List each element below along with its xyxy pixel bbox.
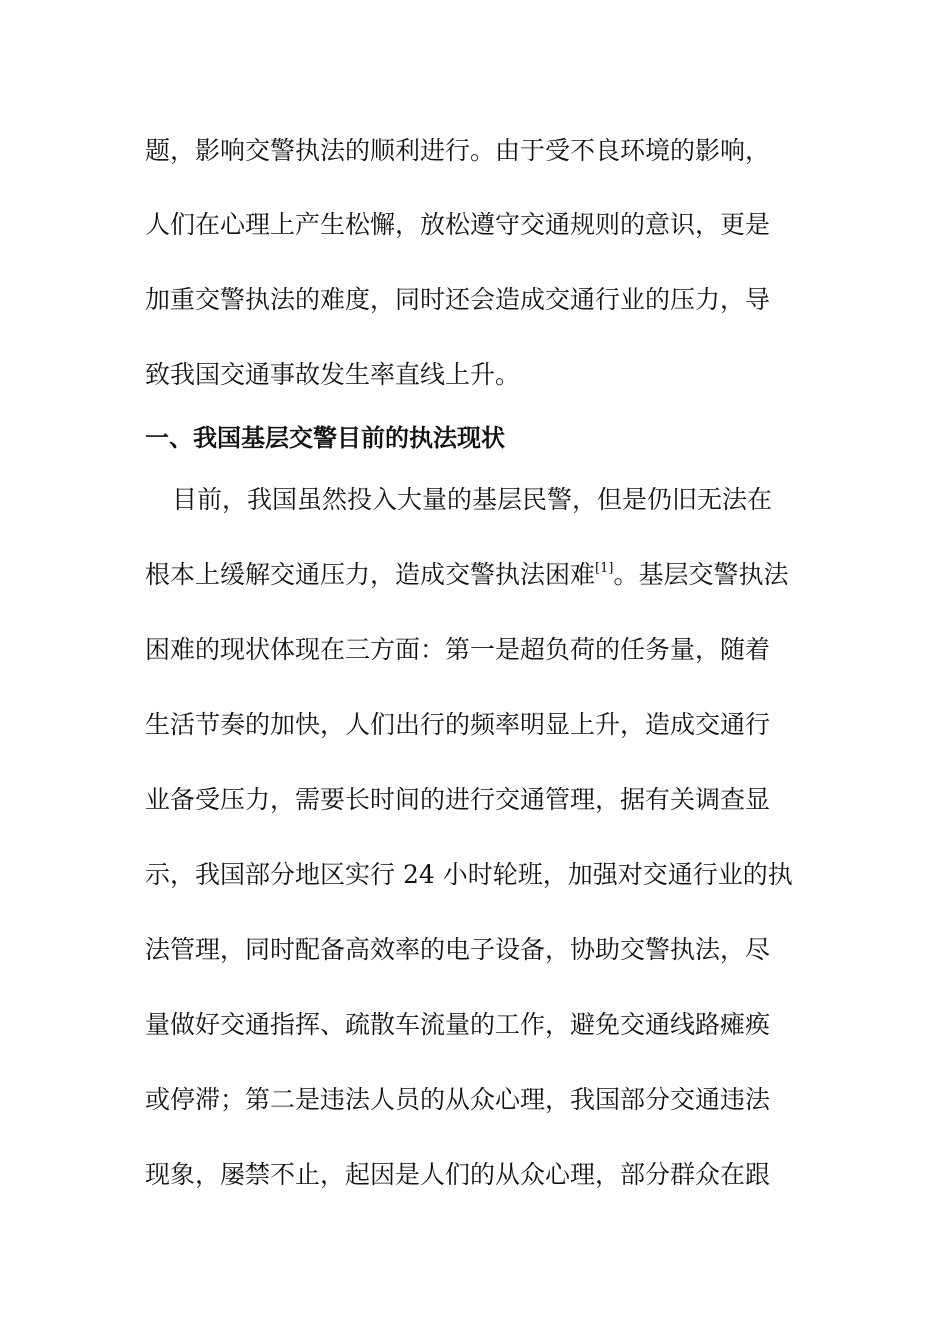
citation-reference: [1] (595, 561, 614, 576)
paragraph-line-with-citation (145, 557, 810, 593)
paragraph-line: 题，影响交警执法的顺利进行。由于受不良环境的影响， (145, 136, 771, 165)
paragraph-line: 致我国交通事故发生率直线上升。 (145, 360, 521, 389)
paragraph-line: 人们在心理上产生松懈，放松遵守交通规则的意识，更是 (145, 210, 771, 239)
paragraph-line: 现象，屡禁不止，起因是人们的从众心理，部分群众在跟 (145, 1160, 771, 1189)
section-heading: 一、我国基层交警目前的执法现状 (145, 424, 505, 452)
paragraph-line: 目前，我国虽然投入大量的基层民警，但是仍旧无法在 (172, 485, 773, 514)
paragraph-line: 量做好交通指挥、疏散车流量的工作，避免交通线路瘫痪 (145, 1010, 771, 1039)
paragraph-text: 根本上缓解交通压力，造成交警执法困难 (145, 560, 596, 589)
paragraph-line: 示，我国部分地区实行 24 小时轮班，加强对交通行业的执 (145, 860, 793, 889)
paragraph-line: 法管理，同时配备高效率的电子设备，协助交警执法，尽 (145, 935, 771, 964)
paragraph-text: 。基层交警执法 (613, 560, 789, 589)
paragraph-line: 业备受压力，需要长时间的进行交通管理，据有关调查显 (145, 785, 771, 814)
paragraph-line: 困难的现状体现在三方面：第一是超负荷的任务量，随着 (145, 635, 771, 664)
paragraph-line: 生活节奏的加快，人们出行的频率明显上升，造成交通行 (145, 710, 771, 739)
paragraph-line: 或停滞；第二是违法人员的从众心理，我国部分交通违法 (145, 1085, 771, 1114)
paragraph-line: 加重交警执法的难度，同时还会造成交通行业的压力，导 (145, 285, 771, 314)
